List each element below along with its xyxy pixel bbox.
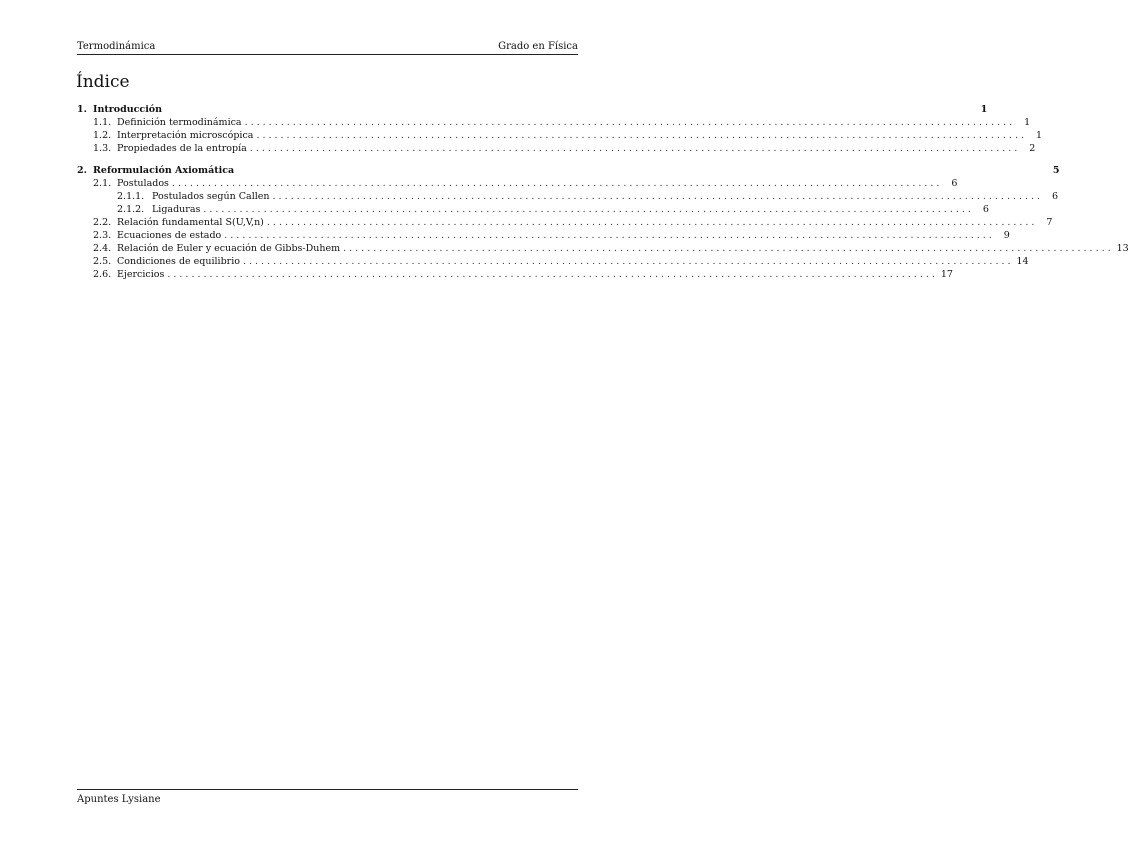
toc-chapter-1[interactable] [77, 103, 988, 116]
page-footer [77, 789, 578, 805]
header-right-text: Grado en Física [498, 41, 578, 52]
toc-number: 1. [77, 104, 87, 115]
toc-page-number: 6 [982, 204, 989, 215]
page-header [77, 37, 578, 55]
toc-number: 1.3. [93, 143, 112, 154]
toc-subsection-2-1-1[interactable] [77, 190, 1059, 203]
toc-number: 2.3. [93, 230, 112, 241]
toc-number: 2. [77, 165, 87, 176]
toc-page-number: 1 [1024, 117, 1031, 128]
toc-section-2-4[interactable] [77, 242, 1129, 255]
toc-number: 1.1. [93, 117, 112, 128]
toc-number: 1.2. [93, 130, 112, 141]
toc-subsection-2-1-2[interactable] [77, 203, 989, 216]
toc-chapter-2[interactable] [77, 164, 1060, 177]
toc-entry-title: Postulados [117, 178, 169, 189]
toc-page-number: 5 [1052, 165, 1060, 176]
toc-section-2-6[interactable] [77, 268, 953, 281]
toc-section-2-3[interactable] [77, 229, 1010, 242]
toc-number: 2.5. [93, 256, 112, 267]
toc-title: Índice [76, 72, 130, 92]
toc-number: 2.1.2. [117, 204, 145, 215]
toc-entry-title: Interpretación microscópica [117, 130, 254, 141]
toc-entry-title: Propiedades de la entropía [117, 143, 247, 154]
toc-section-1-3[interactable] [77, 142, 1036, 155]
toc-entry-title: Postulados según Callen [152, 191, 270, 202]
toc-page-number: 6 [951, 178, 958, 189]
dot-leader: ................................................................................................................................ [224, 230, 995, 241]
dot-leader: ................................................................................................................................ [343, 243, 1114, 254]
toc-entry-title: Ecuaciones de estado [117, 230, 222, 241]
toc-number: 2.1. [93, 178, 112, 189]
table-of-contents [77, 103, 1129, 281]
toc-page-number: 9 [1003, 230, 1010, 241]
toc-page-number: 7 [1046, 217, 1053, 228]
toc-section-2-5[interactable] [77, 255, 1029, 268]
header-left-text: Termodinámica [77, 41, 156, 52]
toc-page-number: 6 [1052, 191, 1059, 202]
toc-page-number: 13 [1116, 243, 1129, 254]
toc-number: 2.4. [93, 243, 112, 254]
toc-page-number: 14 [1016, 256, 1029, 267]
dot-leader: ................................................................................................................................ [203, 204, 974, 215]
dot-leader: ................................................................................................................................ [272, 191, 1044, 202]
toc-section-1-2[interactable] [77, 129, 1042, 142]
dot-leader: ................................................................................................................................ [242, 256, 1014, 267]
toc-entry-title: Ligaduras [152, 204, 201, 215]
dot-leader: ................................................................................................................................ [249, 143, 1021, 154]
toc-page-number: 17 [940, 269, 953, 280]
dot-leader: ................................................................................................................................ [266, 217, 1038, 228]
toc-page-number: 2 [1029, 143, 1036, 154]
dot-leader: ................................................................................................................................ [171, 178, 943, 189]
toc-number: 2.1.1. [117, 191, 145, 202]
toc-entry-title: Introducción [93, 104, 163, 115]
toc-entry-title: Definición termodinámica [117, 117, 242, 128]
toc-number: 2.2. [93, 217, 112, 228]
toc-number: 2.6. [93, 269, 112, 280]
toc-section-1-1[interactable] [77, 116, 1031, 129]
dot-leader: ................................................................................................................................ [167, 269, 938, 280]
footer-text: Apuntes Lysiane [77, 794, 161, 805]
toc-page-number: 1 [1035, 130, 1042, 141]
dot-leader: ................................................................................................................................ [244, 117, 1016, 128]
toc-entry-title: Relación de Euler y ecuación de Gibbs-Duhem [117, 243, 341, 254]
toc-entry-title: Reformulación Axiomática [93, 165, 235, 176]
toc-section-2-1[interactable] [77, 177, 958, 190]
toc-entry-title: Relación fundamental S(U,V,n) [117, 217, 264, 228]
toc-section-2-2[interactable] [77, 216, 1053, 229]
toc-entry-title: Ejercicios [117, 269, 165, 280]
toc-entry-title: Condiciones de equilibrio [117, 256, 240, 267]
toc-page-number: 1 [980, 104, 988, 115]
dot-leader: ................................................................................................................................ [256, 130, 1027, 141]
